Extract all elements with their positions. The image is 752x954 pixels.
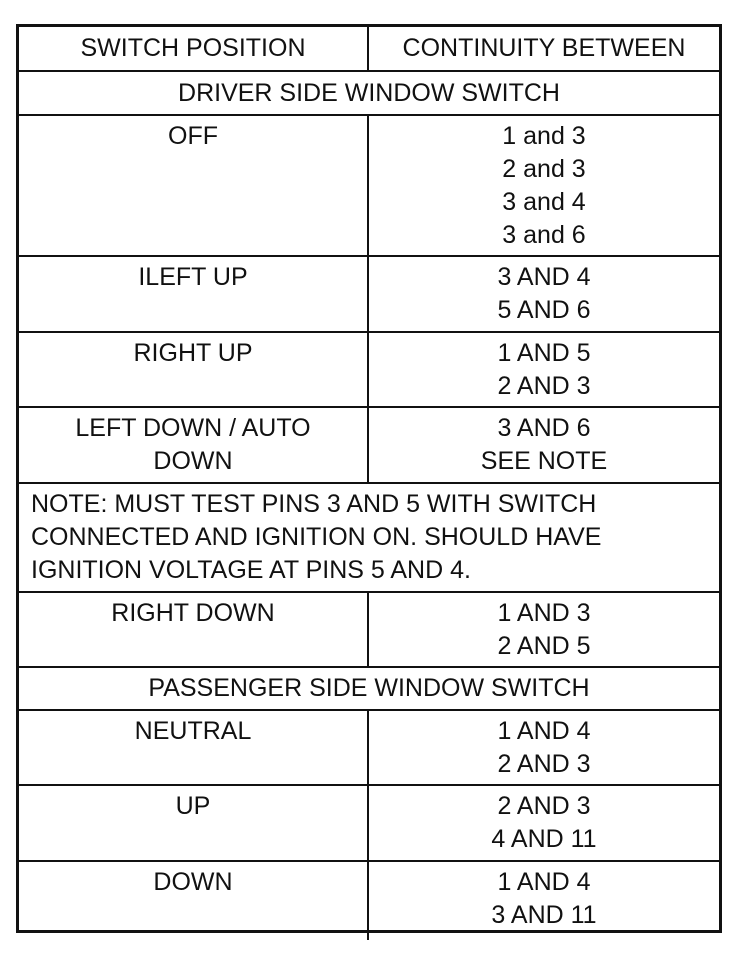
- position-text: RIGHT DOWN: [111, 599, 275, 627]
- table-row: [19, 861, 719, 940]
- continuity-cell: [368, 407, 719, 483]
- table-row: [19, 332, 719, 407]
- table-row: [19, 115, 719, 256]
- switch-position-cell: [19, 861, 368, 940]
- position-text: DOWN: [153, 447, 233, 475]
- passenger-section-row: [19, 667, 719, 710]
- position-text: UP: [175, 792, 211, 820]
- continuity-table: [19, 27, 719, 940]
- continuity-text: 3 and 6: [502, 221, 586, 249]
- continuity-text: 4 AND 11: [491, 825, 597, 853]
- continuity-cell: [368, 710, 719, 785]
- continuity-text: 1 AND 4: [497, 717, 591, 745]
- position-text: LEFT DOWN / AUTO: [75, 414, 311, 442]
- table-row: [19, 710, 719, 785]
- switch-position-cell: [19, 785, 368, 861]
- continuity-cell: [368, 332, 719, 407]
- continuity-text: 2 AND 3: [497, 750, 591, 778]
- position-text: ILEFT UP: [138, 263, 248, 291]
- continuity-text: 3 AND 11: [491, 901, 597, 929]
- continuity-text: 1 AND 4: [497, 868, 591, 896]
- header-row: [19, 27, 719, 71]
- continuity-cell: [368, 592, 719, 667]
- position-text: RIGHT UP: [133, 339, 253, 367]
- header-switch-position: SWITCH POSITION: [19, 27, 368, 71]
- table-row: [19, 256, 719, 332]
- switch-position-cell: [19, 115, 368, 256]
- continuity-cell: [368, 256, 719, 332]
- continuity-text: 1 and 3: [502, 122, 586, 150]
- table-row: [19, 592, 719, 667]
- continuity-cell: [368, 785, 719, 861]
- continuity-cell: [368, 861, 719, 940]
- position-text: NEUTRAL: [134, 717, 252, 745]
- continuity-text: 2 and 3: [502, 155, 586, 183]
- driver-section-row: [19, 71, 719, 115]
- continuity-text: 2 AND 3: [497, 372, 591, 400]
- driver-section-title: DRIVER SIDE WINDOW SWITCH: [19, 71, 719, 115]
- position-text: OFF: [168, 122, 218, 150]
- switch-position-cell: [19, 407, 368, 483]
- continuity-text: 1 AND 5: [497, 339, 591, 367]
- table-row: [19, 785, 719, 861]
- continuity-text: 1 AND 3: [497, 599, 591, 627]
- note-text: CONNECTED AND IGNITION ON. SHOULD HAVE: [31, 523, 602, 551]
- note-text: IGNITION VOLTAGE AT PINS 5 AND 4.: [31, 556, 471, 584]
- continuity-text: SEE NOTE: [480, 447, 608, 475]
- note-cell: [19, 483, 719, 592]
- continuity-text: 5 AND 6: [497, 296, 591, 324]
- continuity-text: 3 AND 4: [497, 263, 591, 291]
- switch-position-cell: [19, 332, 368, 407]
- note-row: [19, 483, 719, 592]
- passenger-section-title: PASSENGER SIDE WINDOW SWITCH: [19, 667, 719, 710]
- table-row: [19, 407, 719, 483]
- continuity-text: 3 and 4: [502, 188, 586, 216]
- note-text: NOTE: MUST TEST PINS 3 AND 5 WITH SWITCH: [31, 490, 597, 518]
- switch-position-cell: [19, 256, 368, 332]
- switch-position-cell: [19, 710, 368, 785]
- switch-position-cell: [19, 592, 368, 667]
- position-text: DOWN: [153, 868, 233, 896]
- continuity-text: 3 AND 6: [497, 414, 591, 442]
- continuity-text: 2 AND 3: [497, 792, 591, 820]
- header-continuity-between: CONTINUITY BETWEEN: [368, 27, 719, 71]
- switch-continuity-table: [16, 24, 722, 933]
- continuity-text: 2 AND 5: [497, 632, 591, 660]
- continuity-cell: [368, 115, 719, 256]
